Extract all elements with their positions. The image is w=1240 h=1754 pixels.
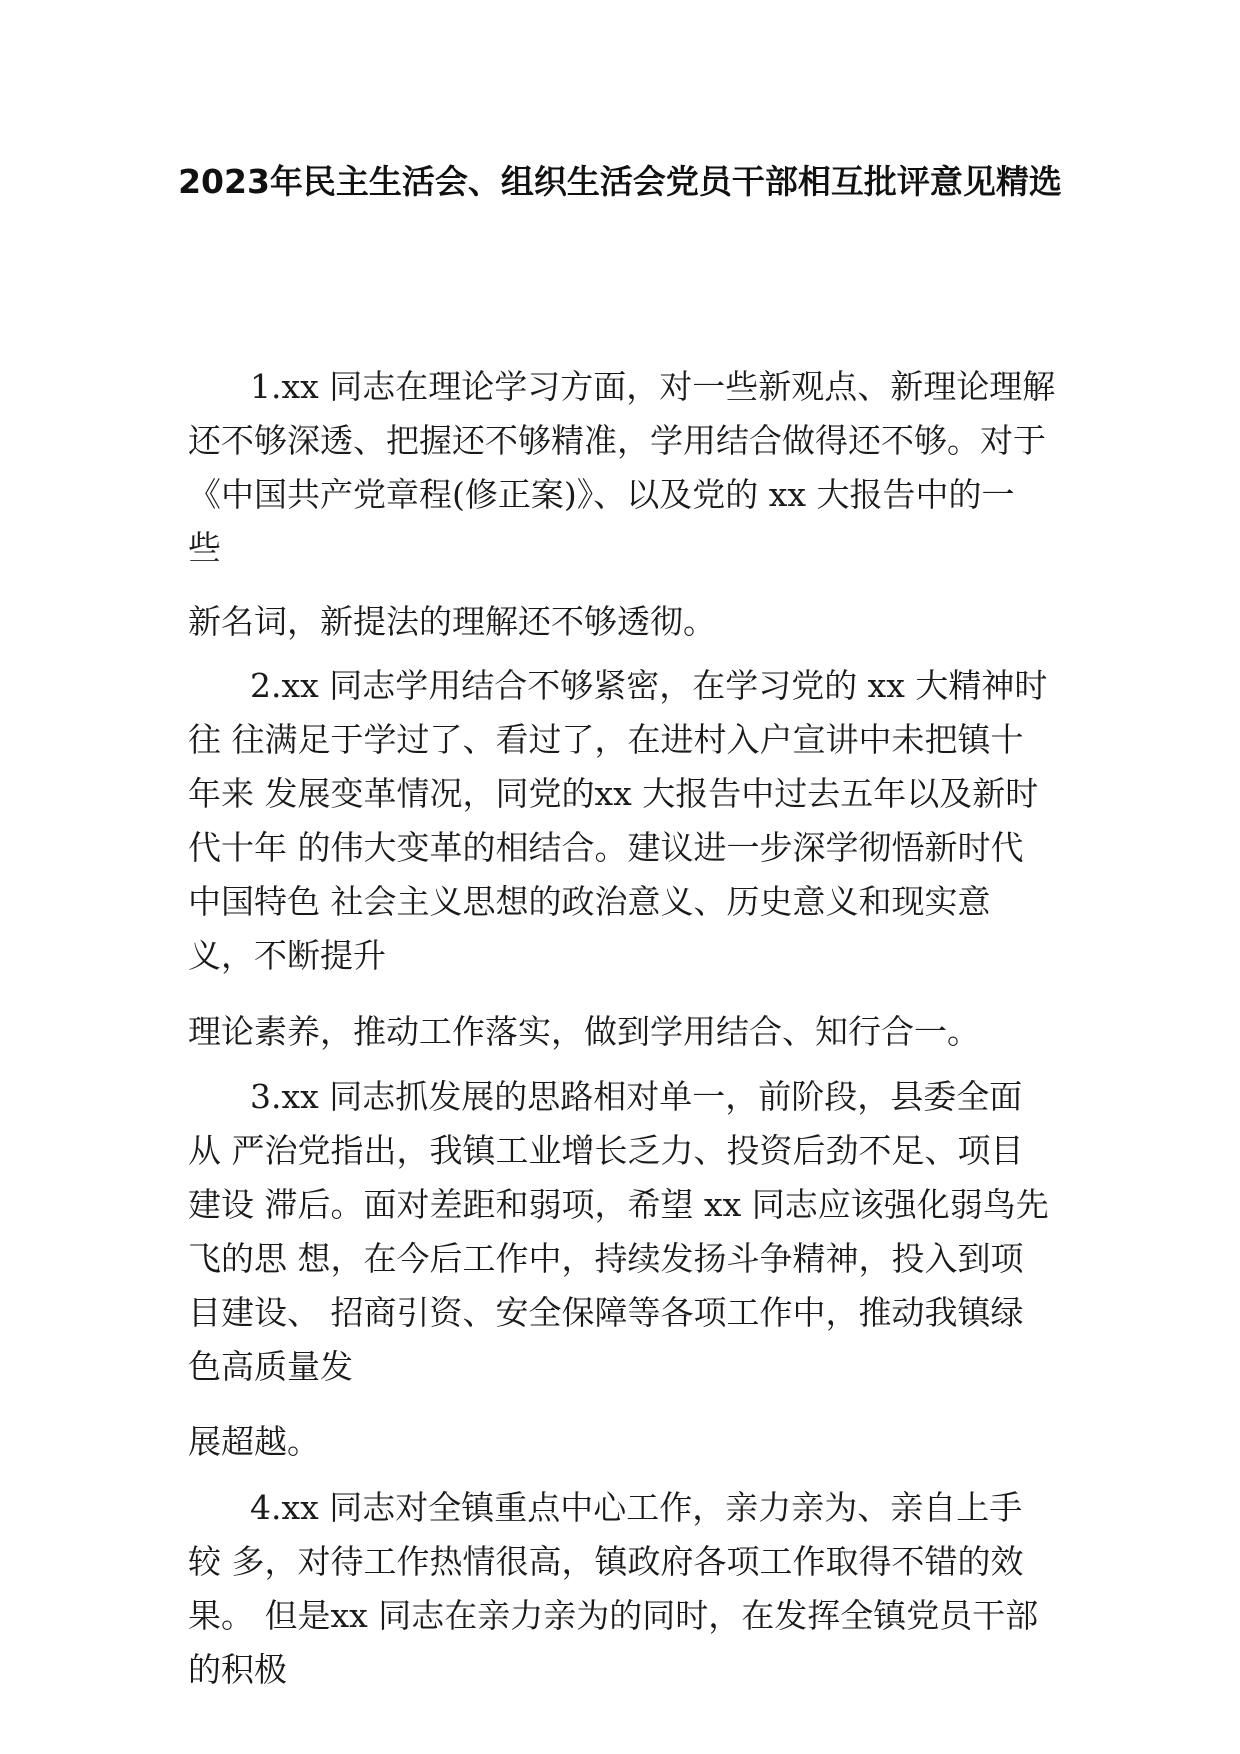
paragraph-line: 3.xx 同志抓发展的思路相对单一，前阶段，县委全面 xyxy=(250,1077,1023,1116)
paragraph-line: 2.xx 同志学用结合不够紧密，在学习党的 xx 大精神时 xyxy=(250,666,1048,705)
paragraph-line: 还不够深透、把握还不够精准，学用结合做得还不够。对于 xyxy=(188,421,1046,460)
paragraph-line: 中国特色 社会主义思想的政治意义、历史意义和现实意 xyxy=(188,882,991,921)
paragraph-line: 年来 发展变革情况，同党的xx 大报告中过去五年以及新时 xyxy=(188,774,1039,813)
paragraph-line: 1.xx 同志在理论学习方面，对一些新观点、新理论理解 xyxy=(250,367,1056,406)
paragraph-line: 建设 滞后。面对差距和弱项，希望 xx 同志应该强化弱鸟先 xyxy=(188,1185,1049,1224)
paragraph-line: 往 往满足于学过了、看过了，在进村入户宣讲中未把镇十 xyxy=(188,720,1024,759)
paragraph-line: 《中国共产党章程(修正案)》、以及党的 xx 大报告中的一 xyxy=(188,475,1015,514)
paragraph-line: 色高质量发 xyxy=(188,1347,353,1386)
paragraph-line: 较 多，对待工作热情很高，镇政府各项工作取得不错的效 xyxy=(188,1542,1024,1581)
paragraph-line: 从 严治党指出，我镇工业增长乏力、投资后劲不足、项目 xyxy=(188,1131,1024,1170)
paragraph-line: 代十年 的伟大变革的相结合。建议进一步深学彻悟新时代 xyxy=(188,828,1024,867)
paragraph-line: 新名词，新提法的理解还不够透彻。 xyxy=(188,602,716,641)
paragraph-line: 些 xyxy=(188,528,221,567)
paragraph-line: 义，不断提升 xyxy=(188,936,386,975)
paragraph-line: 的积极 xyxy=(188,1650,287,1689)
paragraph-line: 目建设、 招商引资、安全保障等各项工作中，推动我镇绿 xyxy=(188,1293,1024,1332)
paragraph-line: 果。 但是xx 同志在亲力亲为的同时，在发挥全镇党员干部 xyxy=(188,1596,1039,1635)
paragraph-line: 理论素养，推动工作落实，做到学用结合、知行合一。 xyxy=(188,1012,980,1051)
document-title: 2023年民主生活会、组织生活会党员干部相互批评意见精选 xyxy=(178,162,1062,201)
paragraph-line: 飞的思 想，在今后工作中，持续发扬斗争精神，投入到项 xyxy=(188,1239,1024,1278)
paragraph-line: 4.xx 同志对全镇重点中心工作，亲力亲为、亲自上手 xyxy=(250,1488,1023,1527)
paragraph-line: 展超越。 xyxy=(188,1422,320,1461)
